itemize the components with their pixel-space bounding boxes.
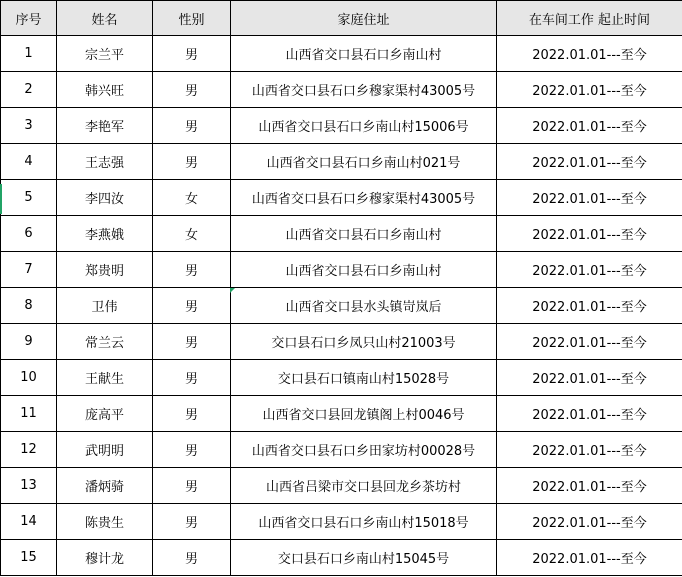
cell-address[interactable]: 山西省交口县石口乡南山村 [231, 36, 497, 72]
cell-name[interactable]: 庞高平 [57, 396, 153, 432]
cell-index[interactable]: 4 [1, 144, 57, 180]
cell-name[interactable]: 韩兴旺 [57, 72, 153, 108]
cell-address[interactable]: 山西省交口县石口乡穆家渠村43005号 [231, 180, 497, 216]
cell-selection-marker [0, 184, 2, 214]
cell-comment-indicator [230, 288, 235, 293]
cell-index[interactable]: 5 [1, 180, 57, 216]
cell-period[interactable]: 2022.01.01---至今 [497, 432, 682, 468]
header-row [1, 1, 682, 36]
table-row [1, 252, 682, 288]
cell-name[interactable]: 王志强 [57, 144, 153, 180]
cell-index[interactable]: 8 [1, 288, 57, 324]
cell-period[interactable]: 2022.01.01---至今 [497, 360, 682, 396]
cell-gender[interactable]: 男 [153, 36, 231, 72]
cell-name[interactable]: 卫伟 [57, 288, 153, 324]
cell-address[interactable]: 山西省交口县石口乡南山村15018号 [231, 504, 497, 540]
cell-address[interactable]: 山西省交口县石口乡南山村 [231, 216, 497, 252]
table-row [1, 324, 682, 360]
table-header [1, 1, 682, 36]
cell-gender[interactable]: 男 [153, 324, 231, 360]
table-row [1, 216, 682, 252]
cell-period[interactable]: 2022.01.01---至今 [497, 216, 682, 252]
cell-gender[interactable]: 男 [153, 360, 231, 396]
cell-gender[interactable]: 男 [153, 396, 231, 432]
cell-gender[interactable]: 男 [153, 72, 231, 108]
table-row [1, 180, 682, 216]
cell-period[interactable]: 2022.01.01---至今 [497, 252, 682, 288]
cell-name[interactable]: 郑贵明 [57, 252, 153, 288]
table-row [1, 288, 682, 324]
cell-address[interactable]: 山西省交口县石口乡南山村021号 [231, 144, 497, 180]
cell-name[interactable]: 穆计龙 [57, 540, 153, 576]
cell-name[interactable]: 李艳军 [57, 108, 153, 144]
table-row [1, 540, 682, 576]
cell-gender[interactable]: 男 [153, 468, 231, 504]
cell-gender[interactable]: 女 [153, 180, 231, 216]
header-index[interactable]: 序号 [1, 1, 57, 36]
cell-gender[interactable]: 男 [153, 432, 231, 468]
cell-name[interactable]: 李燕娥 [57, 216, 153, 252]
cell-address[interactable]: 山西省吕梁市交口县回龙乡茶坊村 [231, 468, 497, 504]
cell-name[interactable]: 潘炳骑 [57, 468, 153, 504]
cell-address[interactable]: 山西省交口县石口乡田家坊村00028号 [231, 432, 497, 468]
cell-index[interactable]: 10 [1, 360, 57, 396]
cell-address[interactable]: 交口县石口乡凤只山村21003号 [231, 324, 497, 360]
table-row [1, 360, 682, 396]
cell-gender[interactable]: 男 [153, 288, 231, 324]
cell-period[interactable]: 2022.01.01---至今 [497, 540, 682, 576]
cell-index[interactable]: 1 [1, 36, 57, 72]
cell-index[interactable]: 2 [1, 72, 57, 108]
cell-address[interactable]: 山西省交口县回龙镇阁上村0046号 [231, 396, 497, 432]
header-gender[interactable]: 性别 [153, 1, 231, 36]
cell-period[interactable]: 2022.01.01---至今 [497, 180, 682, 216]
cell-name[interactable]: 王献生 [57, 360, 153, 396]
cell-index[interactable]: 9 [1, 324, 57, 360]
table-row [1, 36, 682, 72]
cell-gender[interactable]: 女 [153, 216, 231, 252]
table-row [1, 72, 682, 108]
table-body [1, 36, 682, 576]
cell-index[interactable]: 7 [1, 252, 57, 288]
table-row [1, 108, 682, 144]
cell-name[interactable]: 陈贵生 [57, 504, 153, 540]
table-row [1, 504, 682, 540]
cell-index[interactable]: 12 [1, 432, 57, 468]
cell-address[interactable]: 山西省交口县石口乡南山村15006号 [231, 108, 497, 144]
table-row [1, 144, 682, 180]
cell-gender[interactable]: 男 [153, 504, 231, 540]
cell-gender[interactable]: 男 [153, 252, 231, 288]
cell-gender[interactable]: 男 [153, 540, 231, 576]
cell-address[interactable]: 交口县石口镇南山村15028号 [231, 360, 497, 396]
cell-period[interactable]: 2022.01.01---至今 [497, 504, 682, 540]
cell-index[interactable]: 13 [1, 468, 57, 504]
cell-index[interactable]: 3 [1, 108, 57, 144]
cell-index[interactable]: 6 [1, 216, 57, 252]
cell-address[interactable]: 山西省交口县水头镇岢岚后 [231, 288, 497, 324]
cell-name[interactable]: 武明明 [57, 432, 153, 468]
table-row [1, 396, 682, 432]
cell-index[interactable]: 14 [1, 504, 57, 540]
cell-address[interactable]: 山西省交口县石口乡穆家渠村43005号 [231, 72, 497, 108]
cell-gender[interactable]: 男 [153, 144, 231, 180]
table-row [1, 468, 682, 504]
cell-name[interactable]: 李四汝 [57, 180, 153, 216]
cell-address[interactable]: 山西省交口县石口乡南山村 [231, 252, 497, 288]
cell-index[interactable]: 11 [1, 396, 57, 432]
cell-index[interactable]: 15 [1, 540, 57, 576]
table-row [1, 432, 682, 468]
cell-gender[interactable]: 男 [153, 108, 231, 144]
cell-period[interactable]: 2022.01.01---至今 [497, 324, 682, 360]
header-period[interactable]: 在车间工作 起止时间 [497, 1, 682, 36]
header-name[interactable]: 姓名 [57, 1, 153, 36]
header-address[interactable]: 家庭住址 [231, 1, 497, 36]
cell-name[interactable]: 常兰云 [57, 324, 153, 360]
cell-period[interactable]: 2022.01.01---至今 [497, 36, 682, 72]
cell-address[interactable]: 交口县石口乡南山村15045号 [231, 540, 497, 576]
cell-period[interactable]: 2022.01.01---至今 [497, 288, 682, 324]
cell-period[interactable]: 2022.01.01---至今 [497, 72, 682, 108]
cell-period[interactable]: 2022.01.01---至今 [497, 468, 682, 504]
cell-period[interactable]: 2022.01.01---至今 [497, 108, 682, 144]
cell-period[interactable]: 2022.01.01---至今 [497, 144, 682, 180]
cell-name[interactable]: 宗兰平 [57, 36, 153, 72]
cell-period[interactable]: 2022.01.01---至今 [497, 396, 682, 432]
